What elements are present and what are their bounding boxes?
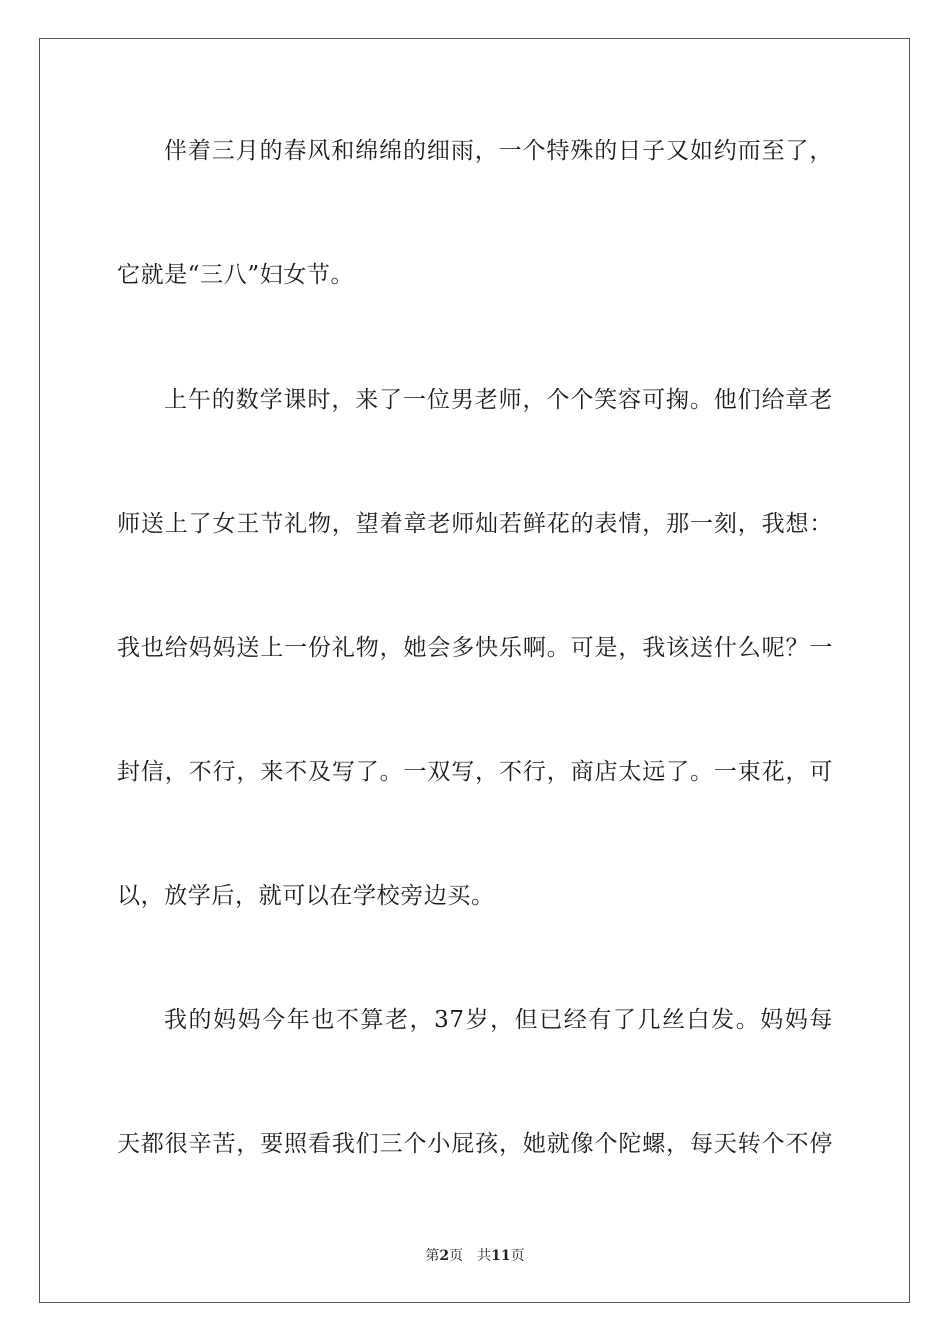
page-footer — [0, 1246, 950, 1266]
text-line-1: 伴着三月的春风和绵绵的细雨，一个特殊的日子又如约而至了， — [164, 138, 833, 164]
text-line-7: 以，放学后，就可以在学校旁边买。 — [117, 883, 495, 909]
page-number: 2 — [439, 1248, 450, 1264]
text-line-9: 天都很辛苦，要照看我们三个小屁孩，她就像个陀螺，每天转个不停 — [117, 1131, 833, 1157]
text-line-6: 封信，不行，来不及写了。一双写，不行，商店太远了。一束花，可 — [117, 759, 833, 785]
text-line-2: 它就是“三八”妇女节。 — [117, 262, 355, 288]
total-suffix: 页 — [510, 1248, 525, 1264]
total-prefix: 共 — [477, 1248, 492, 1264]
text-line-8: 我的妈妈今年也不算老，37岁，但已经有了几丝白发。妈妈每 — [164, 1007, 833, 1033]
total-pages: 11 — [491, 1248, 511, 1264]
page-suffix: 页 — [449, 1248, 464, 1264]
text-line-3: 上午的数学课时，来了一位男老师，个个笑容可掬。他们给章老 — [164, 387, 833, 413]
text-line-5: 我也给妈妈送上一份礼物，她会多快乐啊。可是，我该送什么呢？一 — [117, 635, 833, 661]
text-line-4: 师送上了女王节礼物，望着章老师灿若鲜花的表情，那一刻，我想： — [117, 511, 833, 537]
page-border — [39, 38, 910, 1303]
page-prefix: 第 — [425, 1248, 440, 1264]
